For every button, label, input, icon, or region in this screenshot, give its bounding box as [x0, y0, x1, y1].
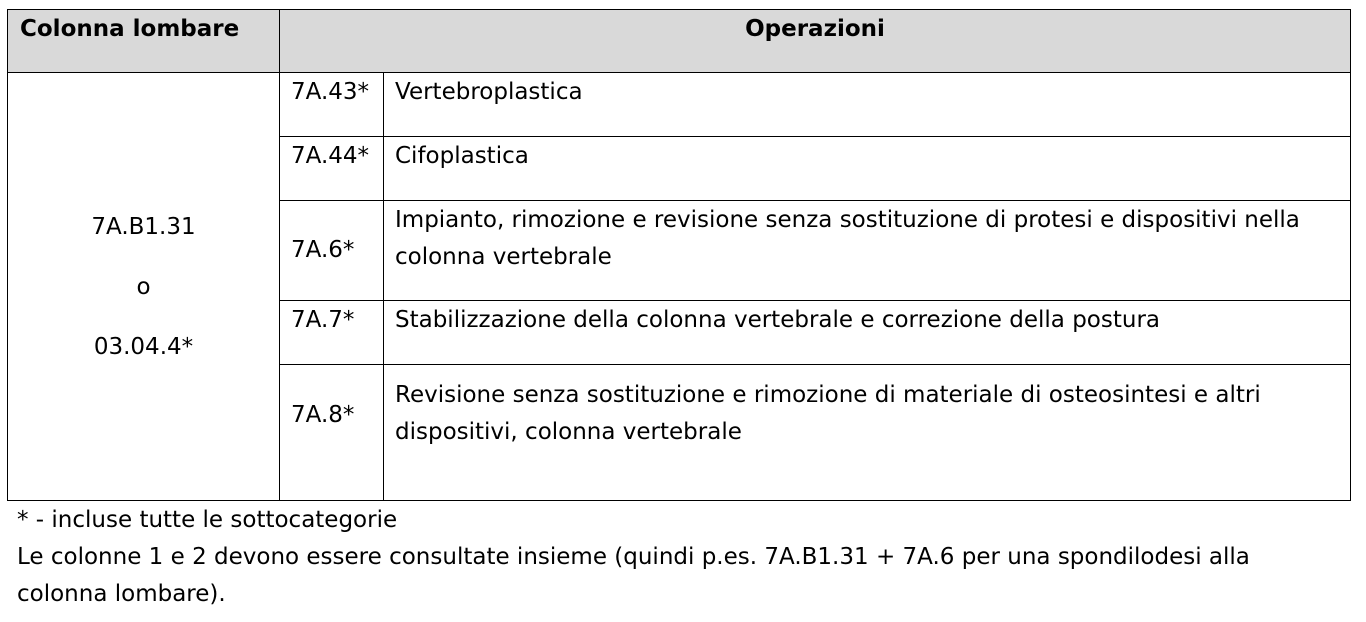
footnote-text: Le colonne 1 e 2 devono essere consultate insieme (quindi p.es. 7A.B1.31 + 7A.6 per una spondilodesi alla colonna lombare). — [17, 544, 1250, 607]
operation-code: 7A.6* — [280, 201, 384, 301]
header-operations: Operazioni — [280, 10, 1351, 73]
table-header-row — [8, 10, 1351, 73]
operation-description: Vertebroplastica — [384, 73, 1351, 137]
lumbar-code-separator: o — [136, 273, 151, 300]
footnote-asterisk: * - incluse tutte le sottocategorie — [17, 507, 398, 533]
header-lumbar-column: Colonna lombare — [8, 10, 280, 73]
lumbar-code-secondary: 03.04.4* — [93, 333, 194, 360]
lumbar-codes-cell — [8, 73, 280, 501]
operation-description: Revisione senza sostituzione e rimozione di materiale di osteosintesi e altri dispositivi, colonna vertebrale — [384, 365, 1351, 501]
footer-notes — [17, 502, 1347, 613]
operation-description: Stabilizzazione della colonna vertebrale e correzione della postura — [384, 301, 1351, 365]
operation-code: 7A.8* — [280, 365, 384, 501]
operation-description: Impianto, rimozione e revisione senza sostituzione di protesi e dispositivi nella colonna vertebrale — [384, 201, 1351, 301]
operation-code: 7A.7* — [280, 301, 384, 365]
lumbar-code-primary: 7A.B1.31 — [91, 213, 196, 240]
operation-code: 7A.44* — [280, 137, 384, 201]
operation-description: Cifoplastica — [384, 137, 1351, 201]
operations-table — [7, 9, 1351, 501]
operation-code: 7A.43* — [280, 73, 384, 137]
table-row — [8, 73, 1351, 137]
